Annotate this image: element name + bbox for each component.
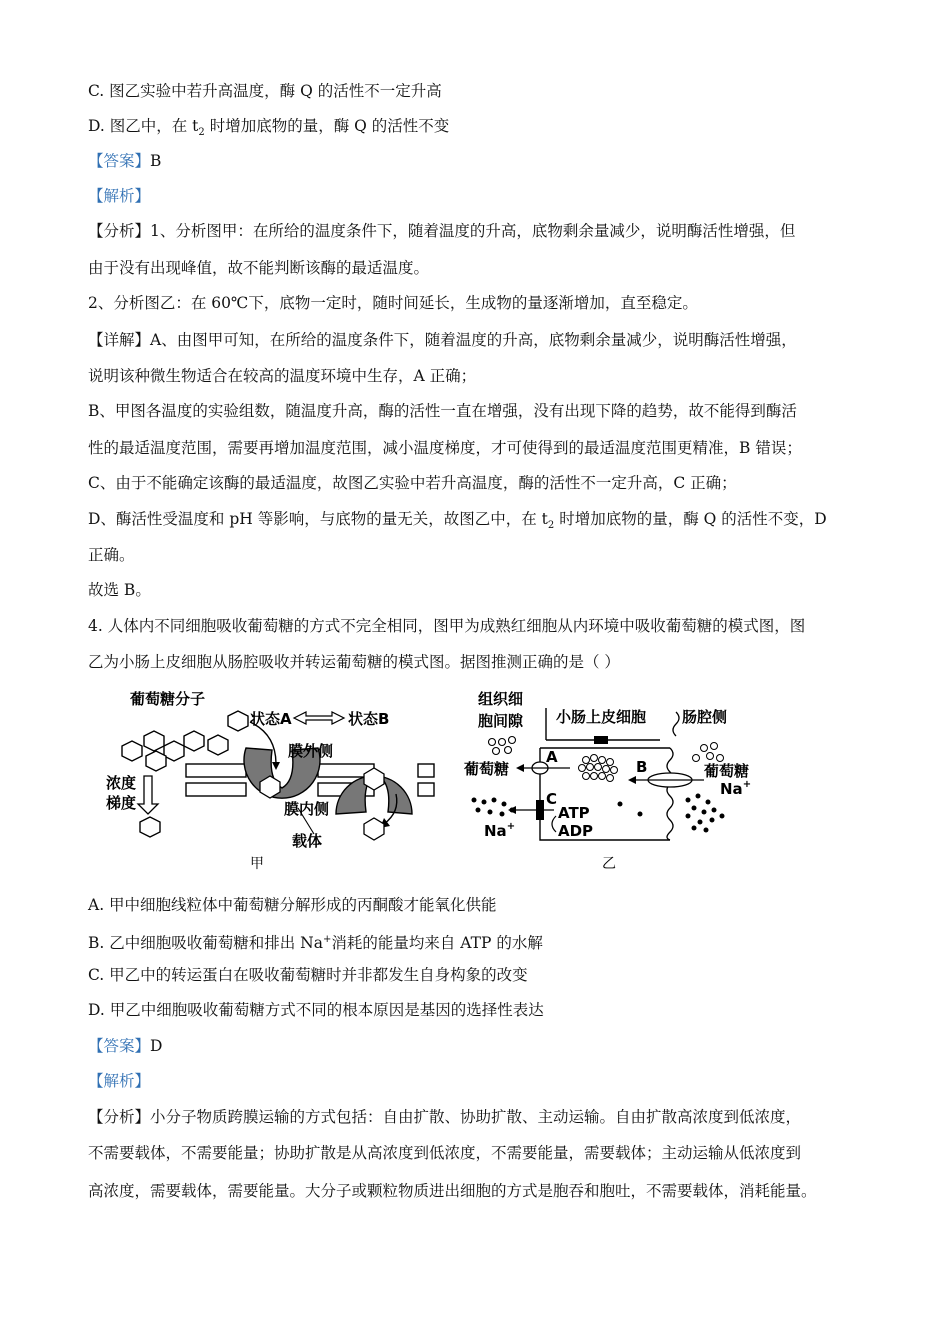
glucose-left-label: 葡萄糖	[464, 760, 510, 778]
question4-analysis-1: 【分析】小分子物质跨膜运输的方式包括：自由扩散、协助扩散、主动运输。自由扩散高浓度到低浓度，	[88, 1108, 802, 1126]
interstitial-na-dots	[472, 798, 515, 817]
detail-c: C、由于不能确定该酶的最适温度，故图乙实验中若升高温度，酶的活性不一定升高，C 正确；	[88, 474, 737, 492]
analysis-2: 2、分析图乙：在 60℃下，底物一定时，随时间延长，生成物的量逐渐增加，直至稳定。	[88, 294, 698, 312]
answer-tag: 【答案】	[88, 1037, 151, 1055]
conclusion: 故选 B。	[88, 581, 151, 599]
question4-analysis-3: 高浓度，需要载体，需要能量。大分子或颗粒物质进出细胞的方式是胞吞和胞吐，不需要载体，消耗能量。	[88, 1182, 817, 1200]
lumen-label: 肠腔侧	[682, 708, 728, 726]
outside-label: 膜外侧	[288, 742, 334, 760]
label-c: C	[546, 790, 558, 808]
atp-label: ATP	[558, 804, 590, 822]
tissue-label-2: 胞间隙	[478, 712, 524, 730]
hexagon	[184, 731, 204, 751]
hexagon	[208, 735, 228, 755]
gradient-label-1: 浓度	[106, 774, 137, 792]
hexagon	[140, 817, 160, 837]
label-b: B	[636, 758, 648, 776]
state-b-label: 状态B	[348, 710, 390, 728]
answer-line: 【答案】B	[88, 152, 162, 170]
cell-glucose-cluster	[579, 755, 618, 782]
detail-d2: 正确。	[88, 546, 135, 564]
label-a: A	[546, 748, 558, 766]
glucose-cluster	[122, 711, 248, 837]
junction-block	[594, 736, 608, 744]
question4-analysis-tag: 【解析】	[88, 1072, 151, 1090]
yi-caption: 乙	[602, 856, 616, 872]
question4-answer: 【答案】D	[88, 1037, 163, 1055]
membrane-segment	[418, 764, 434, 777]
cell-label: 小肠上皮细胞	[556, 708, 647, 726]
analysis-1b: 由于没有出现峰值，故不能判断该酶的最适温度。	[88, 259, 430, 277]
brush-border	[667, 748, 673, 840]
hexagon	[122, 741, 142, 761]
carrier-label: 载体	[292, 832, 323, 850]
state-switch-arrow	[294, 712, 344, 724]
option-c: C. 图乙实验中若升高温度，酶 Q 的活性不一定升高	[88, 82, 442, 100]
question4-stem-2: 乙为小肠上皮细胞从肠腔吸收并转运葡萄糖的模式图。据图推测正确的是（ ）	[88, 653, 620, 671]
transport-a-arrow-head	[516, 764, 524, 772]
analysis-tag: 【解析】	[88, 187, 151, 205]
na-left-label: Na+	[484, 821, 516, 840]
jia-caption: 甲	[250, 856, 264, 872]
hexagon	[144, 731, 164, 751]
question4-stem-1: 4. 人体内不同细胞吸收葡萄糖的方式不完全相同，图甲为成熟红细胞从内环境中吸收葡萄糖的模式图，图	[88, 617, 806, 635]
question4-option-d: D. 甲乙中细胞吸收葡萄糖方式不同的根本原因是基因的选择性表达	[88, 1001, 544, 1019]
brush-border-top	[673, 712, 679, 736]
option-d: D. 图乙中，在 $t_2$ 时增加底物的量，酶 Q 的活性不变	[88, 117, 450, 139]
membrane-segment	[418, 783, 434, 796]
detail-b1: B、甲图各温度的实验组数，随温度升高，酶的活性一直在增强，没有出现下降的趋势，故不能得到酶活	[88, 402, 797, 420]
tissue-glucose-dots	[489, 737, 516, 755]
question4-analysis-2: 不需要载体，不需要能量；协助扩散是从高浓度到低浓度，不需要能量，需要载体；主动运输从低浓度到	[88, 1144, 802, 1162]
lumen-na-dots	[686, 794, 725, 833]
glucose-right-label: 葡萄糖	[704, 762, 750, 780]
jia-glucose-molecule-label: 葡萄糖分子	[130, 690, 206, 708]
question4-option-b: B. 乙中细胞吸收葡萄糖和排出 Na+消耗的能量均来自 ATP 的水解	[88, 934, 543, 953]
gradient-label-2: 梯度	[106, 794, 137, 812]
na-right-label: Na+	[720, 779, 752, 798]
detail-a2: 说明该种微生物适合在较高的温度环境中生存，A 正确；	[88, 367, 477, 385]
hexagon	[146, 751, 166, 771]
membrane-transport-figure	[100, 684, 790, 874]
cell-na-dots	[618, 802, 643, 817]
detail-d1: D、酶活性受温度和 pH 等影响，与底物的量无关，故图乙中，在 $t_2$ 时增加底物的量，酶 Q 的活性不变，D	[88, 510, 827, 532]
detail-a1: 【详解】A、由图甲可知，在所给的温度条件下，随着温度的升高，底物剩余量减少，说明酶活性增强，	[88, 331, 797, 349]
membrane-segment	[186, 764, 246, 777]
hexagon	[364, 818, 384, 840]
transport-b-arrow-head	[628, 776, 636, 784]
question4-option-a: A. 甲中细胞线粒体中葡萄糖分解形成的丙酮酸才能氧化供能	[88, 896, 497, 914]
state-a-label: 状态A	[250, 710, 292, 728]
atp-hydrolysis-arrow	[552, 816, 556, 832]
membrane-segment	[186, 783, 246, 796]
hexagon	[164, 741, 184, 761]
inside-label: 膜内侧	[284, 800, 330, 818]
tissue-label-1: 组织细	[478, 690, 524, 708]
detail-b2: 性的最适温度范围，需要再增加温度范围，减小温度梯度，才可使得到的最适温度范围更精准，B 错误；	[88, 439, 802, 457]
lumen-glucose-dots	[693, 743, 724, 762]
entry-arrow-head	[272, 762, 280, 770]
question4-option-c: C. 甲乙中的转运蛋白在吸收葡萄糖时并非都发生自身构象的改变	[88, 966, 528, 984]
hexagon	[228, 711, 248, 731]
analysis-1: 【分析】1、分析图甲：在所给的温度条件下，随着温度的升高，底物剩余量减少，说明酶活性增强，但	[88, 222, 796, 240]
gradient-arrow	[138, 776, 158, 814]
answer-tag: 【答案】	[88, 152, 151, 170]
adp-label: ADP	[558, 822, 594, 840]
